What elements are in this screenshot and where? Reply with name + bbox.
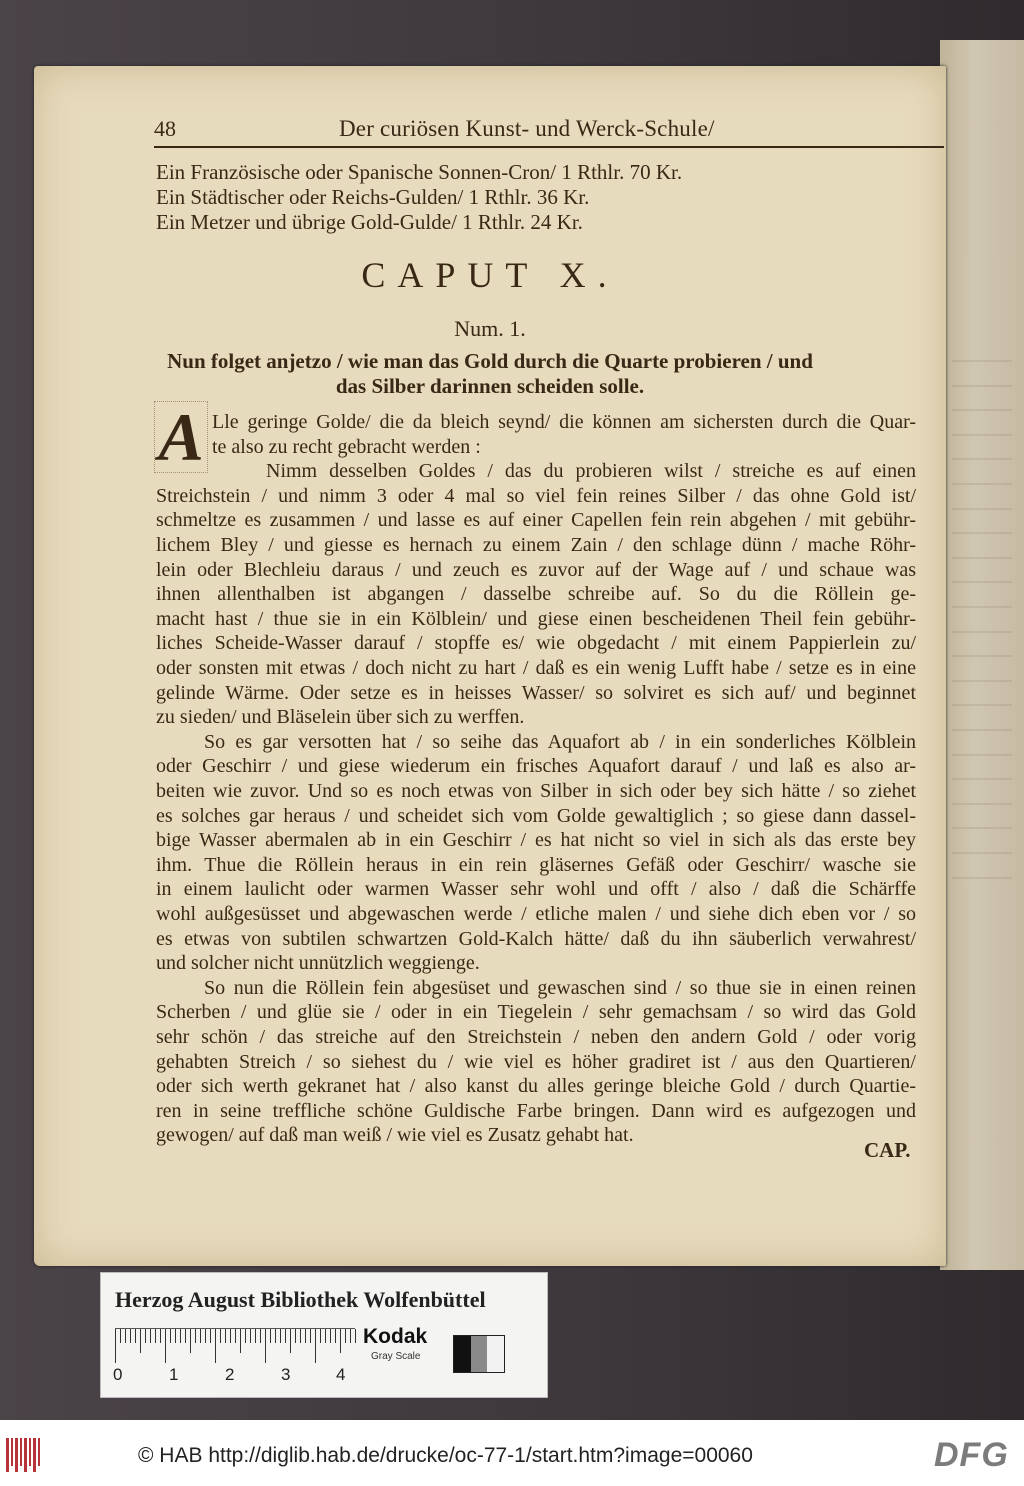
ruler-tick	[145, 1329, 146, 1343]
ruler-tick	[300, 1329, 301, 1343]
copyright-url[interactable]: © HAB http://diglib.hab.de/drucke/oc-77-1/start.htm?image=00060	[138, 1444, 753, 1467]
ruler-tick	[130, 1329, 131, 1343]
text-line: Scherben / und glüe sie / oder in ein Tiegelein / sehr gemachsam / so wird das Gold	[156, 1001, 916, 1024]
kodak-brand: Kodak	[363, 1325, 428, 1348]
text-line: zu sieden/ und Bläselein über sich zu werffen.	[156, 706, 525, 729]
ruler-tick	[325, 1329, 326, 1343]
barcode-bar	[33, 1438, 36, 1472]
ruler-tick	[185, 1329, 186, 1343]
show-through-line	[952, 571, 1012, 583]
text-line: liches Scheide-Wasser darauf / stopffe es/ wie obgedacht / mit einem Pappierlein zu/	[156, 632, 916, 655]
ruler-tick	[175, 1329, 176, 1343]
ruler-tick	[345, 1329, 346, 1343]
barcode-icon	[6, 1438, 40, 1472]
ruler-tick	[350, 1329, 351, 1343]
barcode-bar	[20, 1438, 23, 1466]
show-through-line	[952, 793, 1012, 805]
show-through-line	[952, 522, 1012, 534]
show-through-line	[952, 719, 1012, 731]
text-line: gelinde Wärme. Oder setze es in heisses Wasser/ so solviret es sich auf/ und beginnet	[156, 681, 916, 704]
show-through-line	[952, 498, 1012, 510]
scale-number: 3	[281, 1365, 291, 1384]
show-through-line	[952, 473, 1012, 485]
barcode-bar	[29, 1438, 32, 1466]
page-number: 48	[154, 116, 176, 141]
catchword: CAP.	[864, 1138, 911, 1162]
ruler-tick	[235, 1329, 236, 1343]
ruler-tick	[120, 1329, 121, 1343]
ruler-tick	[270, 1329, 271, 1343]
section-number: Num. 1.	[454, 316, 526, 341]
text-line: Lle geringe Golde/ die da bleich seynd/ die können am sichersten durch die Quar-	[212, 411, 916, 433]
show-through-line	[952, 694, 1012, 706]
ruler-tick	[245, 1329, 246, 1343]
gray-swatches	[453, 1335, 505, 1373]
ruler-scale	[115, 1328, 355, 1365]
ruler-tick	[180, 1329, 181, 1343]
ruler-tick	[275, 1329, 276, 1343]
ruler-tick	[310, 1329, 311, 1343]
book-page	[34, 66, 946, 1266]
coin-line: Ein Französische oder Spanische Sonnen-Cron/ 1 Rthlr. 70 Kr.	[156, 160, 683, 184]
barcode-bar	[11, 1438, 14, 1466]
ruler-tick	[135, 1329, 136, 1343]
scale-number: 1	[169, 1365, 179, 1384]
show-through-line	[952, 768, 1012, 780]
ruler-tick	[355, 1329, 356, 1343]
text-line: es etwas von subtilen schwartzen Gold-Kalch hätte/ daß du ihn säuberlich verwahrest/	[156, 927, 916, 950]
text-line: lichem Bley / und giesse es hernach zu einem Zain / den schlage dünn / mache Röhr-	[156, 534, 916, 556]
ruler-tick	[215, 1329, 216, 1363]
ruler-tick	[265, 1329, 266, 1363]
ruler-tick	[250, 1329, 251, 1343]
ruler-tick	[155, 1329, 156, 1343]
text-line: ihm. Thue die Röllein heraus in ein rein gläsernes Gefäß oder Geschirr/ wasche sie	[156, 853, 916, 876]
text-line: ihnen allenthalben ist abgangen / dasselbe schreibe auf. So du die Röllein ge-	[156, 583, 916, 606]
gray-swatch	[471, 1336, 488, 1372]
ruler-tick	[285, 1329, 286, 1343]
text-line: oder sonsten mit etwas / doch nicht zu hart / daß es ein wenig Lufft habe / setze es in eine	[156, 657, 916, 679]
text-line: sehr schön / das streiche auf den Streichstein / neben den andern Gold / oder vorig	[156, 1026, 916, 1048]
coin-line: Ein Städtischer oder Reichs-Gulden/ 1 Rthlr. 36 Kr.	[156, 185, 590, 209]
ruler-tick	[195, 1329, 196, 1343]
barcode-bar	[15, 1438, 18, 1472]
text-line: beiten wie zuvor. Und so es noch etwas von Silber in sich oder bey sich hätte / so ziehet	[156, 780, 916, 802]
library-name: Herzog August Bibliothek Wolfenbüttel	[115, 1287, 486, 1312]
text-line: Nimm desselben Goldes / das du probieren wilst / streiche es auf einen	[266, 460, 916, 483]
ruler-tick	[220, 1329, 221, 1343]
ruler-tick	[240, 1329, 241, 1353]
text-line: oder sich werth gekranet hat / also kanst du alles geringe bleiche Gold / durch Quartie-	[156, 1075, 916, 1098]
ruler-tick	[280, 1329, 281, 1343]
text-line: So nun die Röllein fein abgesüset und gewaschen sind / so thue sie in einen reinen	[204, 976, 916, 999]
show-through-line	[952, 547, 1012, 559]
show-through-line	[952, 670, 1012, 682]
drop-cap: A	[154, 401, 208, 473]
show-through-line	[952, 621, 1012, 633]
gray-swatch	[487, 1336, 504, 1372]
show-through-line	[952, 399, 1012, 411]
text-line: gehabten Streich / so siehest du / wie viel es höher gradiret ist / aus den Quartieren/	[156, 1050, 916, 1073]
show-through-line	[952, 842, 1012, 854]
ruler-tick	[255, 1329, 256, 1343]
text-line: wohl außgesüsset und abgewaschen werde / etliche malen / und siehe dich eben vor / so	[156, 903, 916, 925]
barcode-bar	[24, 1438, 27, 1472]
ruler-tick	[315, 1329, 316, 1363]
text-line: Streichstein / und nimm 3 oder 4 mal so viel fein reines Silber / das ohne Gold ist/	[156, 484, 916, 507]
ruler-tick	[290, 1329, 291, 1353]
show-through-line	[952, 817, 1012, 829]
ruler-tick	[125, 1329, 126, 1343]
scale-number: 0	[113, 1365, 123, 1384]
show-through-line	[952, 350, 1012, 362]
text-line: te also zu recht gebracht werden :	[212, 435, 481, 458]
ruler-tick	[260, 1329, 261, 1343]
text-line: schmeltze es zusammen / und lasse es auf einer Capellen fein rein abgehen / mit gebühr-	[156, 509, 916, 532]
barcode-bar	[6, 1438, 9, 1472]
adjacent-page-edge	[940, 40, 1024, 1270]
ruler-tick	[190, 1329, 191, 1353]
scale-number: 2	[225, 1365, 235, 1384]
show-through-line	[952, 596, 1012, 608]
ruler-tick	[330, 1329, 331, 1343]
show-through-line	[952, 867, 1012, 879]
text-line: und solcher nicht unnützlich weggienge.	[156, 952, 480, 975]
show-through-line	[952, 375, 1012, 387]
ruler-tick	[205, 1329, 206, 1343]
ruler-tick	[305, 1329, 306, 1343]
section-heading: Nun folget anjetzo / wie man das Gold durch die Quarte probieren / und	[167, 349, 813, 373]
text-line: es solches gar heraus / und scheidet sich vom Golde gewaltiglich ; so giese dann dassel-	[156, 804, 916, 827]
scale-number: 4	[336, 1365, 346, 1384]
dfg-logo: DFG	[934, 1436, 1009, 1474]
text-line: gewogen/ auf daß man weiß / wie viel es Zusatz gehabt hat.	[156, 1124, 634, 1147]
ruler-tick	[225, 1329, 226, 1343]
ruler-tick	[140, 1329, 141, 1353]
coin-line: Ein Metzer und übrige Gold-Gulde/ 1 Rthlr. 24 Kr.	[156, 210, 583, 234]
running-title: Der curiösen Kunst- und Werck-Schule/	[339, 116, 715, 141]
text-line: oder Geschirr / und giese wiederum ein frisches Aquafort darauf / und laß es also ar-	[156, 755, 916, 778]
header-rule	[154, 146, 944, 148]
text-line: macht hast / thue sie in ein Kölblein/ und giese einen bescheidenen Theil fein gebühr-	[156, 607, 916, 630]
show-through-line	[952, 448, 1012, 460]
show-through-line	[952, 744, 1012, 756]
ruler-tick	[200, 1329, 201, 1343]
show-through-line	[952, 645, 1012, 657]
running-head	[154, 116, 939, 146]
text-line: So es gar versotten hat / so seihe das Aquafort ab / in ein sonderliches Kölblein	[204, 730, 916, 753]
ruler-tick	[150, 1329, 151, 1343]
ruler-tick	[320, 1329, 321, 1343]
show-through-line	[952, 424, 1012, 436]
color-calibration-card	[100, 1272, 548, 1398]
ruler-tick	[165, 1329, 166, 1363]
ruler-tick	[340, 1329, 341, 1353]
footer-bar	[0, 1420, 1024, 1486]
text-line: in einem laulicht oder warmen Wasser sehr wohl und offt / also / daß die Schärffe	[156, 878, 916, 901]
chapter-title: CAPUT X.	[361, 255, 619, 295]
text-line: ren in seine treffliche schöne Guldische Farbe bringen. Dann wird es aufgezogen und	[156, 1099, 916, 1122]
barcode-bar	[38, 1438, 41, 1466]
section-heading: das Silber darinnen scheiden solle.	[335, 374, 645, 398]
text-line: bige Wasser abermalen ab in ein Geschirr / es hat nicht so viel in sich als das erste bey	[156, 829, 916, 852]
text-line: lein oder Blechleiu daraus / und zeuch es zuvor auf der Wage auf / und schaue was	[156, 558, 916, 581]
ruler-tick	[210, 1329, 211, 1343]
ruler-tick	[295, 1329, 296, 1343]
ruler-tick	[170, 1329, 171, 1343]
gray-scale-label: Gray Scale	[371, 1351, 421, 1362]
ruler-tick	[230, 1329, 231, 1343]
ruler-tick	[115, 1329, 116, 1363]
ruler-tick	[160, 1329, 161, 1343]
ruler-tick	[335, 1329, 336, 1343]
gray-swatch	[454, 1336, 471, 1372]
